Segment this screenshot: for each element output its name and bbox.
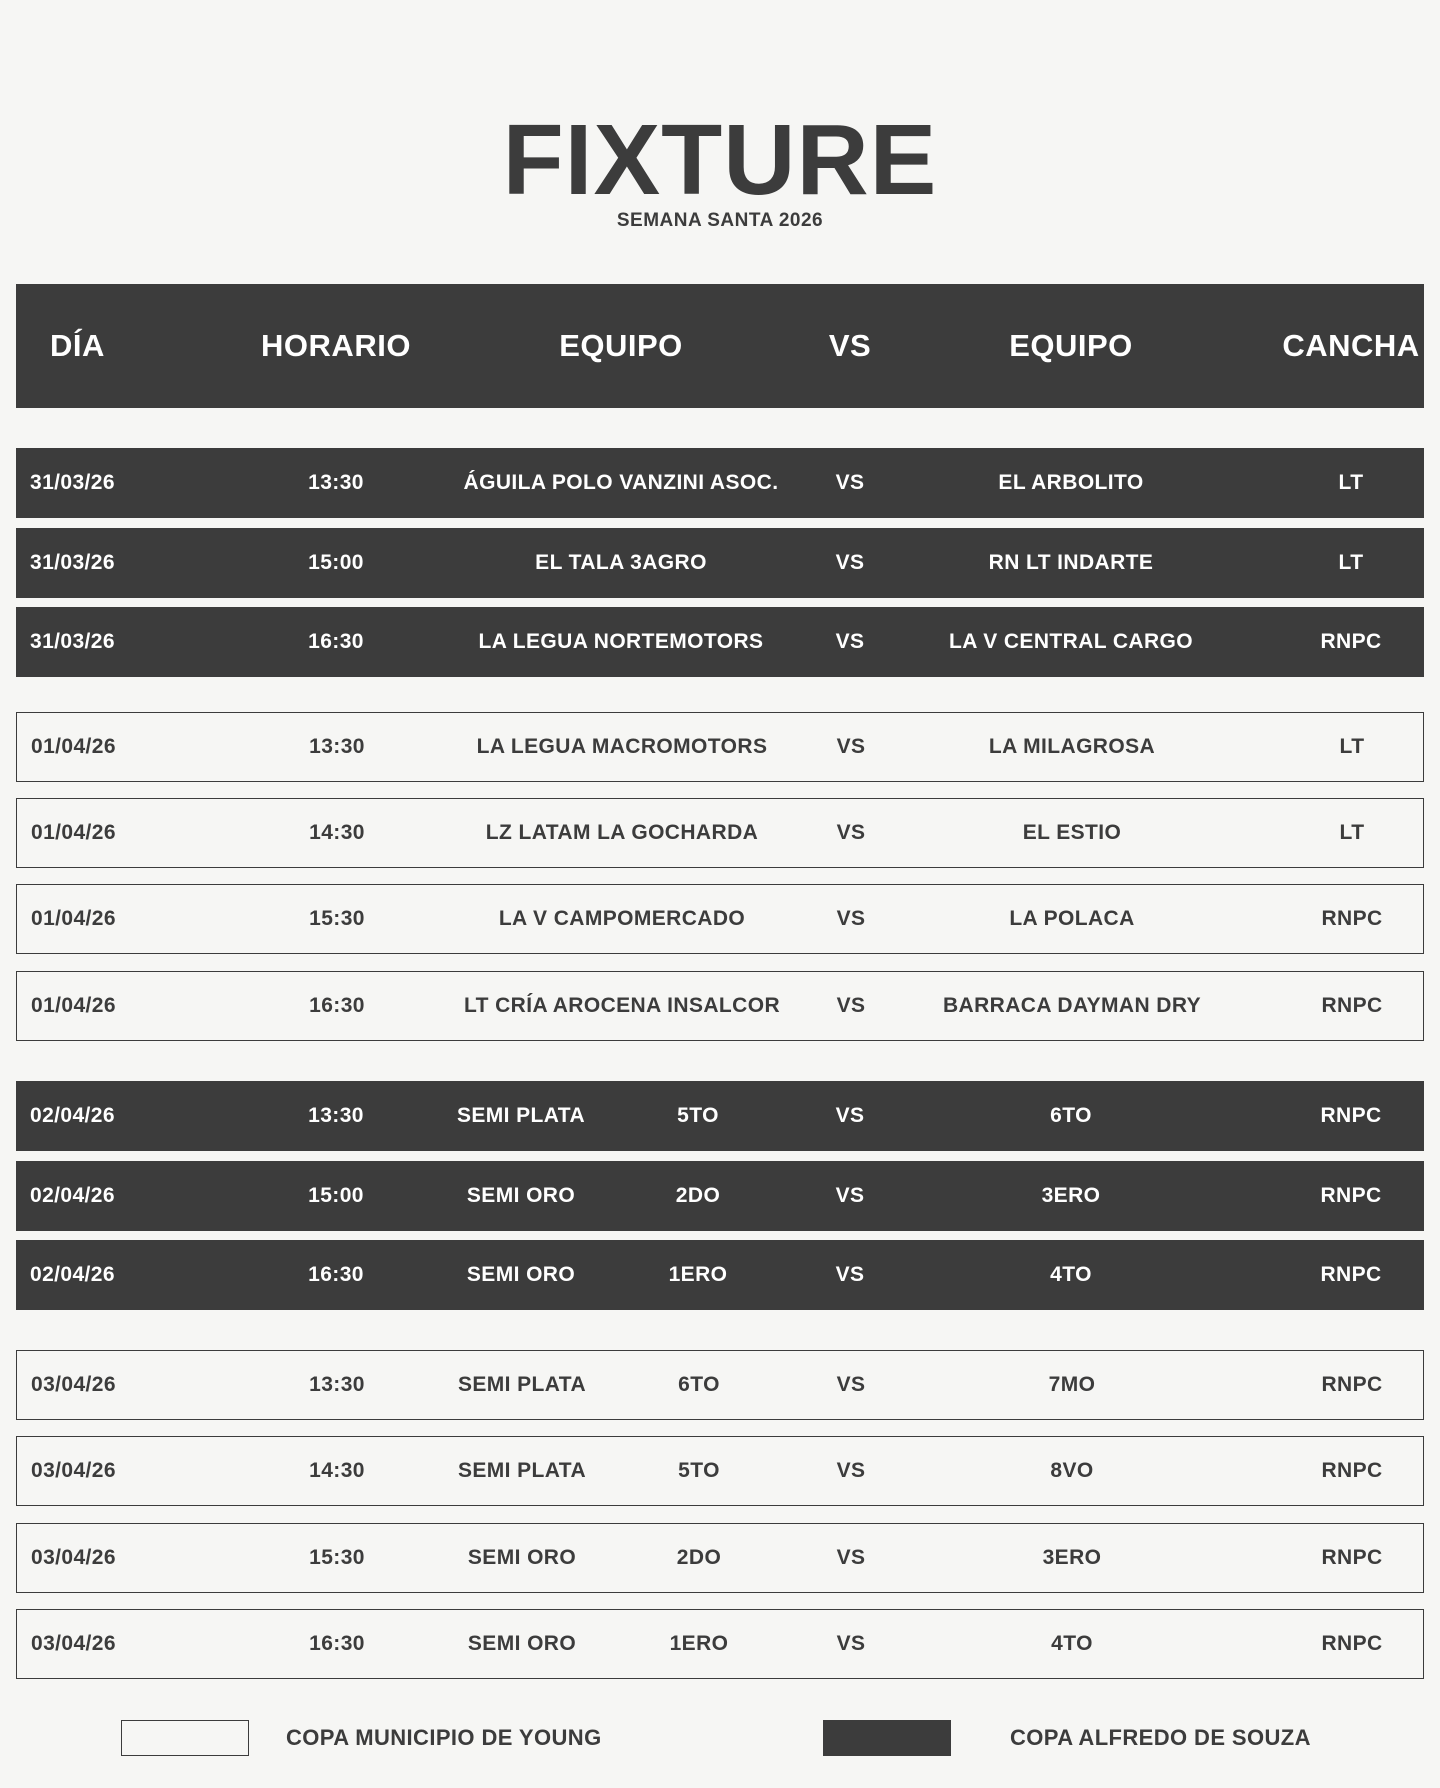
row-horario: 13:30 — [309, 735, 365, 758]
row-vs: VS — [836, 1459, 866, 1482]
row-horario: 16:30 — [309, 994, 365, 1017]
row-cancha: RNPC — [1321, 1373, 1383, 1396]
row-horario: 13:30 — [309, 1373, 365, 1396]
table-row — [16, 607, 1424, 677]
page-title: FIXTURE — [502, 104, 938, 216]
row-equipo-2: LA MILAGROSA — [988, 735, 1156, 758]
row-equipo-1: EL TALA 3AGRO — [535, 551, 707, 574]
row-fase: SEMI ORO — [467, 1632, 577, 1655]
row-equipo-2: 3ERO — [1042, 1546, 1102, 1569]
row-equipo-2: 4TO — [1051, 1632, 1093, 1655]
row-fase: SEMI PLATA — [457, 1459, 587, 1482]
row-vs: VS — [835, 630, 865, 653]
row-dia: 02/04/26 — [30, 1104, 115, 1127]
column-header-horario: HORARIO — [261, 328, 411, 363]
row-cancha: LT — [1338, 471, 1364, 494]
row-dia: 31/03/26 — [30, 551, 115, 574]
row-equipo-2: 7MO — [1048, 1373, 1096, 1396]
table-row — [16, 884, 1424, 954]
row-cancha: RNPC — [1321, 994, 1383, 1017]
table-row — [16, 971, 1424, 1041]
row-horario: 14:30 — [309, 1459, 365, 1482]
table-row — [16, 448, 1424, 518]
row-horario: 13:30 — [308, 1104, 364, 1127]
row-dia: 02/04/26 — [30, 1263, 115, 1286]
row-vs: VS — [836, 1546, 866, 1569]
row-vs: VS — [836, 735, 866, 758]
row-equipo-2: 3ERO — [1041, 1184, 1101, 1207]
table-row — [16, 1609, 1424, 1679]
row-vs: VS — [835, 471, 865, 494]
row-vs: VS — [836, 821, 866, 844]
column-header-vs: VS — [828, 328, 872, 363]
row-equipo-1: 6TO — [678, 1373, 720, 1396]
row-vs: VS — [836, 907, 866, 930]
row-cancha: LT — [1338, 551, 1364, 574]
row-equipo-2: 8VO — [1050, 1459, 1094, 1482]
row-horario: 14:30 — [309, 821, 365, 844]
row-vs: VS — [835, 1184, 865, 1207]
row-cancha: RNPC — [1320, 1263, 1382, 1286]
row-vs: VS — [835, 551, 865, 574]
table-row — [16, 528, 1424, 598]
row-equipo-2: LA POLACA — [1009, 907, 1135, 930]
header — [0, 104, 1440, 232]
row-cancha: RNPC — [1320, 630, 1382, 653]
row-dia: 31/03/26 — [30, 471, 115, 494]
row-vs: VS — [836, 994, 866, 1017]
legend-swatch-dark — [823, 1720, 951, 1756]
row-equipo-2: BARRACA DAYMAN DRY — [942, 994, 1202, 1017]
row-cancha: RNPC — [1321, 1546, 1383, 1569]
row-horario: 15:00 — [308, 551, 364, 574]
row-fase: SEMI PLATA — [456, 1104, 586, 1127]
row-equipo-2: 4TO — [1050, 1263, 1092, 1286]
row-fase: SEMI PLATA — [457, 1373, 587, 1396]
row-dia: 03/04/26 — [31, 1632, 116, 1655]
row-equipo-1: ÁGUILA POLO VANZINI ASOC. — [463, 471, 779, 494]
row-cancha: LT — [1339, 821, 1365, 844]
row-cancha: LT — [1339, 735, 1365, 758]
column-header-dia: DÍA — [50, 328, 105, 363]
row-horario: 15:00 — [308, 1184, 364, 1207]
table-row — [16, 712, 1424, 782]
row-dia: 01/04/26 — [31, 907, 116, 930]
row-dia: 01/04/26 — [31, 821, 116, 844]
row-dia: 03/04/26 — [31, 1459, 116, 1482]
table-row — [16, 1436, 1424, 1506]
row-vs: VS — [836, 1632, 866, 1655]
row-equipo-1: 2DO — [675, 1184, 721, 1207]
row-equipo-2: EL ESTIO — [1022, 821, 1122, 844]
row-dia: 01/04/26 — [31, 994, 116, 1017]
row-cancha: RNPC — [1321, 907, 1383, 930]
row-equipo-1: 1ERO — [668, 1263, 728, 1286]
row-equipo-1: 1ERO — [669, 1632, 729, 1655]
legend-swatch-light — [121, 1720, 249, 1756]
row-equipo-1: 2DO — [676, 1546, 722, 1569]
row-dia: 31/03/26 — [30, 630, 115, 653]
row-equipo-1: LA LEGUA MACROMOTORS — [476, 735, 768, 758]
row-cancha: RNPC — [1321, 1459, 1383, 1482]
table-header — [16, 284, 1424, 408]
row-horario: 16:30 — [309, 1632, 365, 1655]
row-equipo-1: 5TO — [677, 1104, 719, 1127]
row-cancha: RNPC — [1320, 1184, 1382, 1207]
column-header-cancha: CANCHA — [1282, 328, 1420, 363]
row-equipo-1: LA V CAMPOMERCADO — [498, 907, 746, 930]
row-equipo-1: LZ LATAM LA GOCHARDA — [485, 821, 759, 844]
table-row — [16, 1161, 1424, 1231]
row-fase: SEMI ORO — [466, 1263, 576, 1286]
row-dia: 03/04/26 — [31, 1546, 116, 1569]
row-horario: 13:30 — [308, 471, 364, 494]
row-cancha: RNPC — [1320, 1104, 1382, 1127]
row-fase: SEMI ORO — [467, 1546, 577, 1569]
row-horario: 16:30 — [308, 630, 364, 653]
table-row — [16, 1350, 1424, 1420]
column-header-equipo-2: EQUIPO — [1009, 328, 1133, 363]
row-cancha: RNPC — [1321, 1632, 1383, 1655]
row-dia: 02/04/26 — [30, 1184, 115, 1207]
row-equipo-2: LA V CENTRAL CARGO — [948, 630, 1194, 653]
legend — [0, 1720, 1440, 1756]
legend-label-alfredo-de-souza: COPA ALFREDO DE SOUZA — [1010, 1725, 1311, 1750]
page-subtitle: SEMANA SANTA 2026 — [616, 210, 824, 231]
row-equipo-1: 5TO — [678, 1459, 720, 1482]
legend-label-municipio-de-young: COPA MUNICIPIO DE YOUNG — [286, 1725, 602, 1750]
row-vs: VS — [835, 1263, 865, 1286]
row-dia: 03/04/26 — [31, 1373, 116, 1396]
row-equipo-1: LT CRÍA AROCENA INSALCOR — [463, 994, 781, 1017]
row-vs: VS — [836, 1373, 866, 1396]
row-equipo-2: EL ARBOLITO — [998, 471, 1144, 494]
table-row — [16, 1523, 1424, 1593]
row-horario: 16:30 — [308, 1263, 364, 1286]
row-vs: VS — [835, 1104, 865, 1127]
table-row — [16, 798, 1424, 868]
row-equipo-2: RN LT INDARTE — [988, 551, 1154, 574]
row-equipo-2: 6TO — [1050, 1104, 1092, 1127]
row-horario: 15:30 — [309, 1546, 365, 1569]
row-horario: 15:30 — [309, 907, 365, 930]
row-dia: 01/04/26 — [31, 735, 116, 758]
table-row — [16, 1240, 1424, 1310]
row-equipo-1: LA LEGUA NORTEMOTORS — [478, 630, 764, 653]
row-fase: SEMI ORO — [466, 1184, 576, 1207]
column-header-equipo-1: EQUIPO — [559, 328, 683, 363]
table-row — [16, 1081, 1424, 1151]
